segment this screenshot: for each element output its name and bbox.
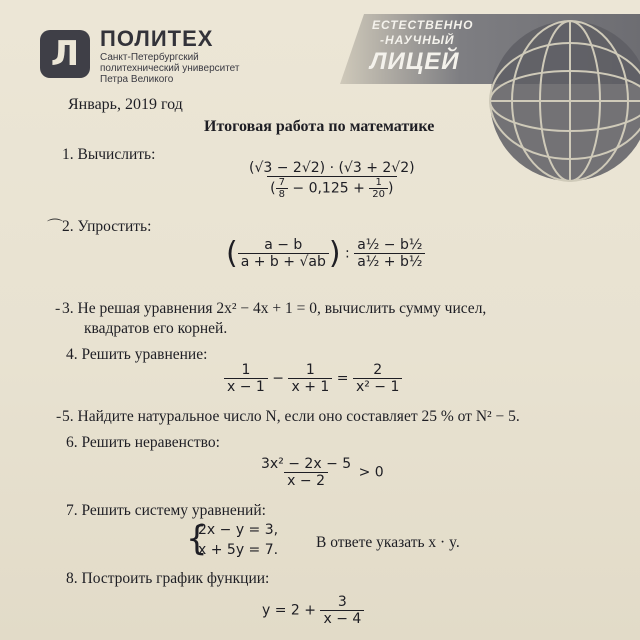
task-number: 3. [62,300,74,317]
formula-4-fraction-3 [353,362,402,395]
task-text: Решить неравенство: [81,434,220,451]
task-4 [66,346,207,364]
fraction-1-20 [369,177,388,200]
task-number: 2. [62,218,74,235]
formula-7-system [186,520,278,560]
formula-8-fraction [320,594,364,627]
task-1 [62,146,155,164]
paren-open: ( [226,236,238,271]
frac-den: x − 4 [320,610,364,627]
polytech-logo [40,30,90,78]
lyceum-line-2: -НАУЧНЫЙ [380,33,455,47]
task-number: 1. [62,146,74,163]
dash-mark-icon: - [55,300,61,317]
task-6 [66,434,220,452]
frac-den: x + 1 [288,378,332,395]
formula-1-fraction [246,160,418,200]
fraction-7-8 [276,177,288,200]
formula-1 [246,160,418,200]
task-number: 5. [62,408,74,425]
formula-4 [224,362,402,395]
task-text: Найдите натуральное число N, если оно составляет 25 % от N² − 5. [77,408,520,425]
exam-title: Итоговая работа по математике [204,118,435,135]
system-equation-2: x + 5y = 7. [198,542,279,558]
frac-num: 2 [373,362,383,378]
formula-2-right-fraction [354,237,425,270]
task-text: Решить уравнение: [81,346,208,363]
task-number: 6. [66,434,78,451]
inequality-relation: > 0 [358,464,384,481]
exam-date: Январь, 2019 год [68,96,183,113]
task-number: 7. [66,502,78,519]
formula-1-denominator [267,176,396,200]
frac-num: 1 [305,362,315,378]
frac-den: 20 [369,188,388,200]
formula-2-right-denominator: a½ + b½ [354,253,425,270]
logo-glyph: Л [50,34,80,74]
task-7 [66,502,266,520]
paren-open: ( [270,180,276,197]
check-mark-icon: ⌒ [47,219,64,236]
brace-icon: { [186,519,208,559]
minus-sign: − [272,370,285,387]
frac-num: 3 [337,594,347,610]
formula-8 [262,594,364,627]
task-number: 4. [66,346,78,363]
task-text: Решить систему уравнений: [81,502,266,519]
formula-2-right-numerator: a½ − b½ [357,237,423,253]
frac-num: 1 [241,362,251,378]
formula-2-left-fraction [238,237,329,270]
lyceum-line-3: ЛИЦЕЙ [370,48,460,75]
org-sub-line: политехнический университет [100,63,240,74]
formula-1-numerator: (√3 − 2√2) · (√3 + 2√2) [249,160,415,176]
frac-den: x − 1 [224,378,268,395]
formula-4-fraction-2 [288,362,332,395]
frac-den: 8 [276,188,288,200]
frac-den: x − 2 [284,472,328,489]
frac-den: x² − 1 [353,378,402,395]
task-text: Не решая уравнения 2x² − 4x + 1 = 0, вычислить сумму чисел, [77,300,487,317]
task-text: Построить график функции: [81,570,270,587]
formula-6-fraction [258,456,354,489]
task-number: 8. [66,570,78,587]
org-name: ПОЛИТЕХ [100,26,214,51]
formula-1-mid: − 0,125 + [292,180,365,197]
paren-close: ) [388,180,394,197]
task-5 [62,408,520,426]
paren-close: ) [328,236,341,271]
task-7-note: В ответе указать x · y. [316,534,460,551]
formula-2-numerator: a − b [264,237,303,253]
frac-num: 7 [278,177,285,188]
formula-2 [226,236,425,271]
equals-sign: = [336,370,349,387]
formula-6 [258,456,384,489]
frac-num: 1 [375,177,382,188]
org-sub-line: Петра Великого [100,74,174,85]
division-colon: : [345,245,350,262]
task-3 [62,300,486,318]
org-subtitle [100,52,270,85]
frac-num: 3x² − 2x − 5 [261,456,352,472]
org-sub-line: Санкт-Петербургский [100,52,199,63]
task-8 [66,570,269,588]
lyceum-line-1: ЕСТЕСТВЕННО [372,18,474,32]
task-2 [62,218,151,236]
task-text: Упростить: [77,218,152,235]
formula-2-denominator: a + b + √ab [238,253,329,270]
task-text: Вычислить: [77,146,156,163]
formula-4-fraction-1 [224,362,268,395]
formula-8-lhs: y = 2 + [262,602,317,619]
globe-emblem-icon [470,6,640,196]
task-3-line-2: квадратов его корней. [84,320,228,337]
system-equation-1: 2x − y = 3, [198,522,279,538]
dash-mark-icon: - [56,408,62,425]
